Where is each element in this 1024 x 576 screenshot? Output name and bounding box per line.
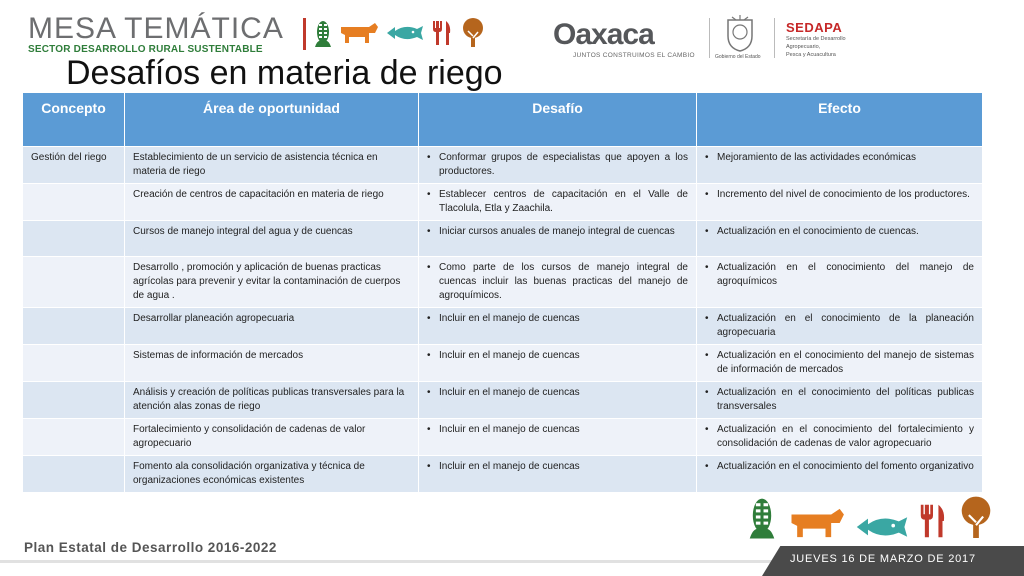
cell-desafio: • Iniciar cursos anuales de manejo integral de cuencas bbox=[419, 221, 697, 257]
table-row bbox=[23, 221, 983, 257]
header-desafio: Desafío bbox=[419, 93, 697, 147]
sedapa-logo bbox=[786, 20, 846, 59]
table-row bbox=[23, 147, 983, 184]
cell-efecto: • Actualización en el conocimiento del fomento organizativo bbox=[697, 456, 983, 493]
sedapa-subtitle-2: Agropecuario, bbox=[786, 44, 821, 50]
corn-icon bbox=[313, 18, 333, 48]
table-header-row bbox=[23, 93, 983, 147]
cell-desafio: • Como parte de los cursos de manejo integral de cuencas incluir las buenas practicas del manejo de agroquímicos. bbox=[419, 257, 697, 308]
cell-concepto bbox=[23, 221, 125, 257]
cell-area: Desarrollo , promoción y aplicación de buenas practicas agrícolas para prevenir y evitar la contaminación de cuerpos de agua . bbox=[125, 257, 419, 308]
plan-estatal-label: Plan Estatal de Desarrollo 2016-2022 bbox=[24, 540, 277, 555]
fish-icon bbox=[854, 514, 910, 540]
challenges-table bbox=[22, 92, 983, 493]
cell-desafio: • Incluir en el manejo de cuencas bbox=[419, 308, 697, 345]
header-concepto: Concepto bbox=[23, 93, 125, 147]
cell-efecto: • Incremento del nivel de conocimiento de los productores. bbox=[697, 184, 983, 221]
cell-efecto: • Actualización en el conocimiento de cuencas. bbox=[697, 221, 983, 257]
table-row bbox=[23, 308, 983, 345]
header-divider bbox=[303, 18, 306, 50]
fish-icon bbox=[385, 24, 425, 42]
fork-knife-icon bbox=[918, 502, 948, 540]
cell-area: Establecimiento de un servicio de asistencia técnica en materia de riego bbox=[125, 147, 419, 184]
cow-icon bbox=[788, 506, 846, 540]
slide-title: Desafíos en materia de riego bbox=[66, 54, 503, 92]
state-seal-icon bbox=[722, 14, 758, 52]
sedapa-subtitle-1: Secretaría de Desarrollo bbox=[786, 36, 846, 42]
cell-area: Desarrollar planeación agropecuaria bbox=[125, 308, 419, 345]
cell-efecto: • Actualización en el conocimiento del fortalecimiento y consolidación de cadenas de valor agropecuario bbox=[697, 419, 983, 456]
corn-icon bbox=[744, 494, 780, 540]
cell-efecto: • Actualización en el conocimiento del políticas publicas transversales bbox=[697, 382, 983, 419]
sector-icons bbox=[313, 18, 487, 48]
cell-concepto bbox=[23, 456, 125, 493]
cell-desafio: • Incluir en el manejo de cuencas bbox=[419, 419, 697, 456]
date-label: JUEVES 16 DE MARZO DE 2017 bbox=[790, 553, 976, 565]
cell-concepto bbox=[23, 345, 125, 382]
table-row bbox=[23, 184, 983, 221]
cell-area: Fomento ala consolidación organizativa y técnica de organizaciones económicas existentes bbox=[125, 456, 419, 493]
cell-desafio: • Incluir en el manejo de cuencas bbox=[419, 345, 697, 382]
sedapa-title: SEDAPA bbox=[786, 20, 843, 35]
oaxaca-tagline: JUNTOS CONSTRUIMOS EL CAMBIO bbox=[573, 52, 695, 59]
cell-desafio: • Conformar grupos de especialistas que apoyen a los productores. bbox=[419, 147, 697, 184]
footer-sector-icons bbox=[744, 494, 996, 540]
table-row bbox=[23, 456, 983, 493]
cell-desafio: • Incluir en el manejo de cuencas bbox=[419, 456, 697, 493]
mesa-subtitle: SECTOR DESARROLLO RURAL SUSTENTABLE bbox=[28, 44, 263, 55]
cell-efecto: • Mejoramiento de las actividades económicas bbox=[697, 147, 983, 184]
table-row bbox=[23, 419, 983, 456]
table-row bbox=[23, 382, 983, 419]
header-area: Área de oportunidad bbox=[125, 93, 419, 147]
logo-divider bbox=[774, 18, 775, 58]
cell-efecto: • Actualización en el conocimiento del manejo de agroquímicos bbox=[697, 257, 983, 308]
cell-concepto: Gestión del riego bbox=[23, 147, 125, 184]
cell-area: Sistemas de información de mercados bbox=[125, 345, 419, 382]
cell-concepto bbox=[23, 257, 125, 308]
oaxaca-wordmark: Oaxaca bbox=[553, 18, 654, 51]
cell-concepto bbox=[23, 308, 125, 345]
mesa-title: MESA TEMÁTICA bbox=[28, 12, 284, 45]
oaxaca-logo bbox=[553, 20, 695, 59]
cell-area: Creación de centros de capacitación en materia de riego bbox=[125, 184, 419, 221]
cell-area: Fortalecimiento y consolidación de cadenas de valor agropecuario bbox=[125, 419, 419, 456]
cell-concepto bbox=[23, 184, 125, 221]
logo-divider bbox=[709, 18, 710, 58]
cell-efecto: • Actualización en el conocimiento del manejo de sistemas de información de mercados bbox=[697, 345, 983, 382]
cell-efecto: • Actualización en el conocimiento de la planeación agropecuaria bbox=[697, 308, 983, 345]
tree-icon bbox=[459, 18, 487, 48]
cow-icon bbox=[339, 21, 379, 45]
seal-caption: Gobierno del Estado bbox=[715, 54, 761, 60]
table-row bbox=[23, 257, 983, 308]
cell-concepto bbox=[23, 419, 125, 456]
cell-desafio: • Establecer centros de capacitación en el Valle de Tlacolula, Etla y Zaachila. bbox=[419, 184, 697, 221]
cell-concepto bbox=[23, 382, 125, 419]
mesa-tematica-logo bbox=[28, 14, 284, 55]
cell-area: Análisis y creación de políticas publicas transversales para la atención alas zonas de riego bbox=[125, 382, 419, 419]
header-efecto: Efecto bbox=[697, 93, 983, 147]
cell-desafio: • Incluir en el manejo de cuencas bbox=[419, 382, 697, 419]
tree-icon bbox=[956, 496, 996, 540]
cell-area: Cursos de manejo integral del agua y de cuencas bbox=[125, 221, 419, 257]
fork-knife-icon bbox=[431, 19, 453, 47]
sedapa-subtitle-3: Pesca y Acuacultura bbox=[786, 52, 836, 58]
table-row bbox=[23, 345, 983, 382]
